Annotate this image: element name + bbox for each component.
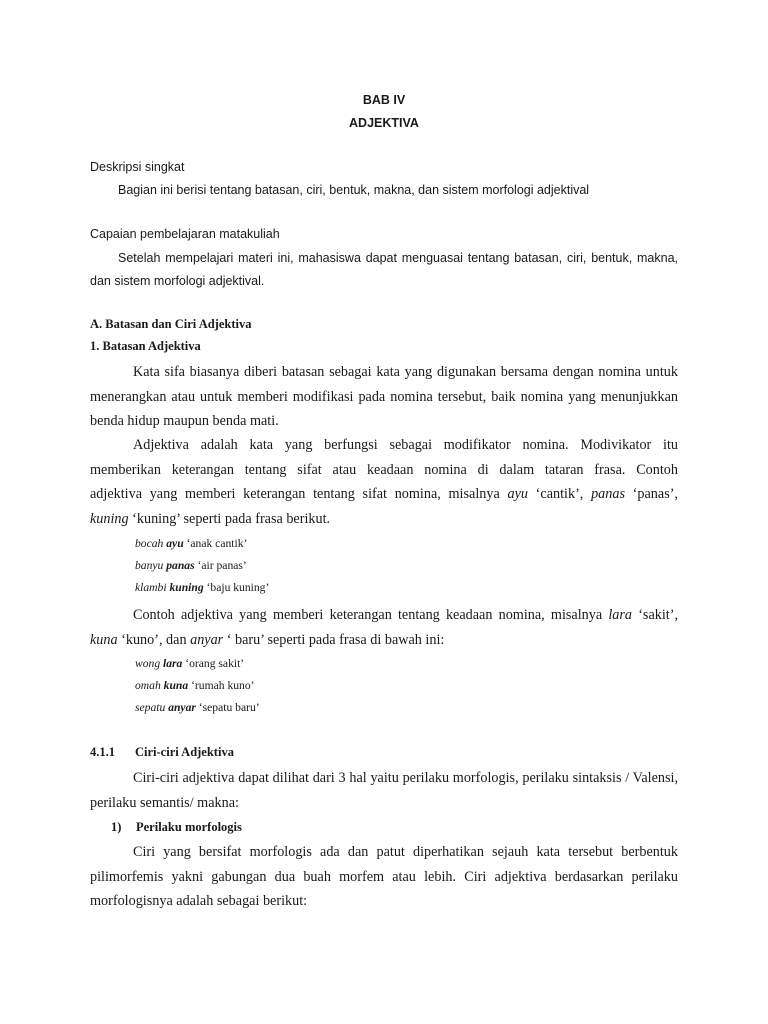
paragraph-keadaan [90, 603, 678, 652]
capaian-text: Setelah mempelajari materi ini, mahasiswa dapat menguasai tentang batasan, ciri, bentuk, makna, dan sistem morfologi adjektival. [90, 251, 678, 288]
example-bocah-ayu: bocah ayu ‘anak cantik’ [135, 537, 248, 550]
example-wong-lara: wong lara ‘orang sakit’ [135, 657, 245, 670]
deskripsi-label: Deskripsi singkat [90, 160, 185, 174]
p2-line-2: memberikan keterangan tentang sifat atau keadaan nomina di dalam tataran frasa. Contoh [90, 461, 678, 478]
item-1-title: Perilaku morfologis [136, 820, 242, 834]
section-411-title: Ciri-ciri Adjektiva [135, 745, 234, 759]
paragraph-morfologis: Ciri yang bersifat morfologis ada dan patut diperhatikan sejauh kata tersebut berbentuk pilimorfemis yakni gabungan dua buah morfem atau lebih. Ciri adjektiva berdasarkan perilaku morfologisnya adalah sebagai berikut: [90, 844, 678, 909]
chapter-title: ADJEKTIVA [349, 116, 419, 130]
p2-line-3: adjektiva yang memberi keterangan tentang sifat nomina, misalnya ayu ‘cantik’, panas ‘panas’, [90, 486, 678, 502]
deskripsi-text: Bagian ini berisi tentang batasan, ciri, bentuk, makna, dan sistem morfologi adjektival [118, 183, 590, 197]
p3-line-2: kuna ‘kuno’, dan anyar ‘ baru’ seperti pada frasa di bawah ini: [90, 631, 445, 648]
item-1-number: 1) [111, 820, 122, 834]
paragraph-adjektiva [90, 433, 678, 531]
p2-line-4: kuning ‘kuning’ seperti pada frasa berikut. [90, 510, 331, 527]
p3-line-1: Contoh adjektiva yang memberi keterangan tentang keadaan nomina, misalnya lara ‘sakit’, [133, 607, 678, 623]
section-a-heading: A. Batasan dan Ciri Adjektiva [90, 317, 252, 331]
paragraph-ciri: Ciri-ciri adjektiva dapat dilihat dari 3 hal yaitu perilaku morfologis, perilaku sintaksis / Valensi, perilaku semantis/ makna: [90, 770, 678, 811]
paragraph-batasan: Kata sifa biasanya diberi batasan sebagai kata yang digunakan bersama dengan nomina untuk menerangkan atau untuk memberi modifikasi pada nomina tersebut, baik nomina yang menunjukkan benda hidup maupun benda mati. [90, 364, 678, 429]
capaian-label: Capaian pembelajaran matakuliah [90, 227, 280, 241]
example-sepatu-anyar: sepatu anyar ‘sepatu baru’ [135, 701, 260, 714]
example-omah-kuna: omah kuna ‘rumah kuno’ [135, 679, 255, 692]
word-panas: panas [591, 486, 625, 502]
word-lara: lara [608, 607, 632, 623]
word-ayu: ayu [507, 486, 528, 502]
example-klambi-kuning: klambi kuning ‘baju kuning’ [135, 581, 270, 594]
example-banyu-panas: banyu panas ‘air panas’ [135, 559, 247, 572]
chapter-number: BAB IV [362, 93, 406, 107]
section-411-number: 4.1.1 [90, 745, 115, 759]
section-a1-heading: 1. Batasan Adjektiva [90, 339, 201, 353]
word-anyar: anyar [190, 631, 224, 648]
p2-line-1: Adjektiva adalah kata yang berfungsi sebagai modifikator nomina. Modivikator itu [133, 437, 678, 453]
word-kuna: kuna [90, 631, 118, 648]
